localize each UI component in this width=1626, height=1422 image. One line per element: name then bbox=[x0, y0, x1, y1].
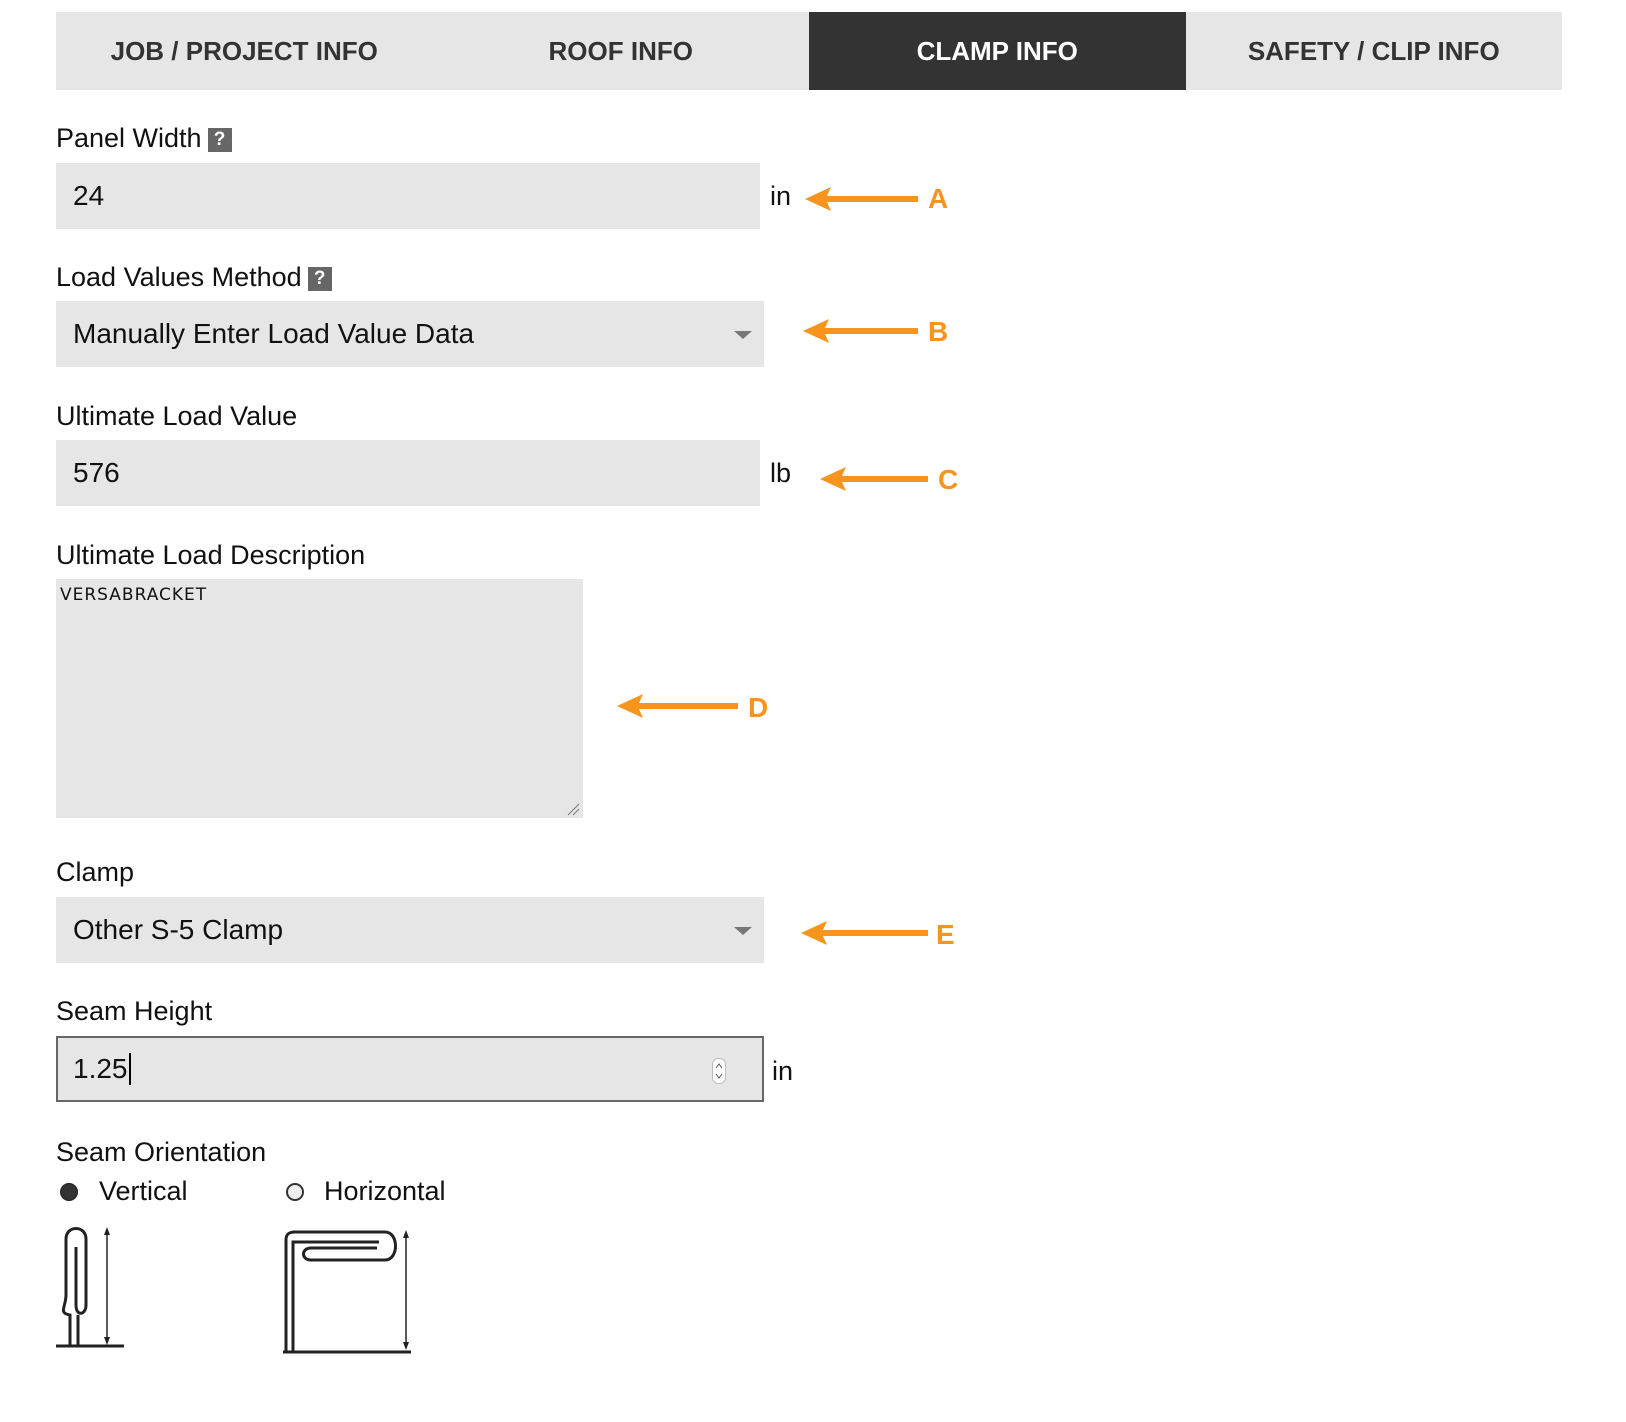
chevron-down-icon bbox=[734, 331, 752, 339]
clamp-select[interactable] bbox=[56, 897, 764, 963]
panel-width-label bbox=[56, 122, 232, 154]
radio-unselected-icon[interactable] bbox=[286, 1183, 304, 1201]
clamp-label: Clamp bbox=[56, 857, 135, 887]
tab-job-project-info[interactable]: JOB / PROJECT INFO bbox=[110, 35, 378, 66]
ultimate-load-description-label: Ultimate Load Description bbox=[56, 540, 366, 570]
seam-height-label: Seam Height bbox=[56, 996, 213, 1026]
resize-handle-icon[interactable] bbox=[566, 802, 580, 816]
panel-width-label-text: Panel Width bbox=[56, 123, 202, 153]
annotation-c: C bbox=[938, 464, 959, 495]
number-stepper-icon[interactable] bbox=[712, 1058, 726, 1084]
seam-orientation-label: Seam Orientation bbox=[56, 1137, 267, 1167]
radio-vertical[interactable] bbox=[60, 1176, 188, 1207]
ultimate-load-value-label: Ultimate Load Value bbox=[56, 401, 298, 431]
tab-safety-clip-info[interactable]: SAFETY / CLIP INFO bbox=[1247, 35, 1500, 66]
load-values-method-value: Manually Enter Load Value Data bbox=[73, 318, 475, 349]
arrow-b-icon bbox=[803, 316, 920, 346]
panel-width-input[interactable]: 24 bbox=[56, 163, 760, 229]
annotation-e: E bbox=[936, 919, 955, 950]
tab-roof-info[interactable]: ROOF INFO bbox=[548, 35, 693, 66]
ultimate-load-value-unit: lb bbox=[770, 458, 792, 488]
chevron-down-icon bbox=[734, 927, 752, 935]
vertical-seam-diagram-icon bbox=[56, 1225, 126, 1355]
tab-clamp-info[interactable]: CLAMP INFO bbox=[809, 12, 1186, 90]
text-cursor bbox=[129, 1053, 131, 1085]
help-icon[interactable]: ? bbox=[208, 128, 232, 152]
ultimate-load-value-input[interactable]: 576 bbox=[56, 440, 760, 506]
annotation-d: D bbox=[748, 692, 769, 723]
clamp-value: Other S-5 Clamp bbox=[73, 914, 284, 945]
radio-selected-icon[interactable] bbox=[60, 1183, 78, 1201]
tab-bar bbox=[56, 12, 1562, 90]
horizontal-seam-diagram-icon bbox=[281, 1228, 413, 1358]
annotation-a: A bbox=[928, 183, 949, 214]
panel-width-unit: in bbox=[770, 181, 792, 211]
ultimate-load-description-textarea[interactable]: VERSABRACKET bbox=[56, 579, 583, 818]
radio-vertical-label: Vertical bbox=[99, 1176, 188, 1206]
arrow-d-icon bbox=[617, 691, 740, 721]
arrow-a-icon bbox=[805, 184, 920, 214]
load-values-method-select[interactable] bbox=[56, 301, 764, 367]
seam-height-input[interactable] bbox=[56, 1036, 764, 1102]
seam-height-value: 1.25 bbox=[73, 1053, 128, 1084]
load-values-method-label bbox=[56, 261, 332, 293]
load-values-method-label-text: Load Values Method bbox=[56, 262, 302, 292]
radio-horizontal-label: Horizontal bbox=[324, 1176, 446, 1206]
help-icon[interactable]: ? bbox=[308, 267, 332, 291]
radio-horizontal[interactable] bbox=[286, 1176, 446, 1207]
arrow-e-icon bbox=[801, 918, 930, 948]
annotation-b: B bbox=[928, 316, 949, 347]
arrow-c-icon bbox=[820, 464, 930, 494]
seam-height-unit: in bbox=[772, 1056, 794, 1086]
